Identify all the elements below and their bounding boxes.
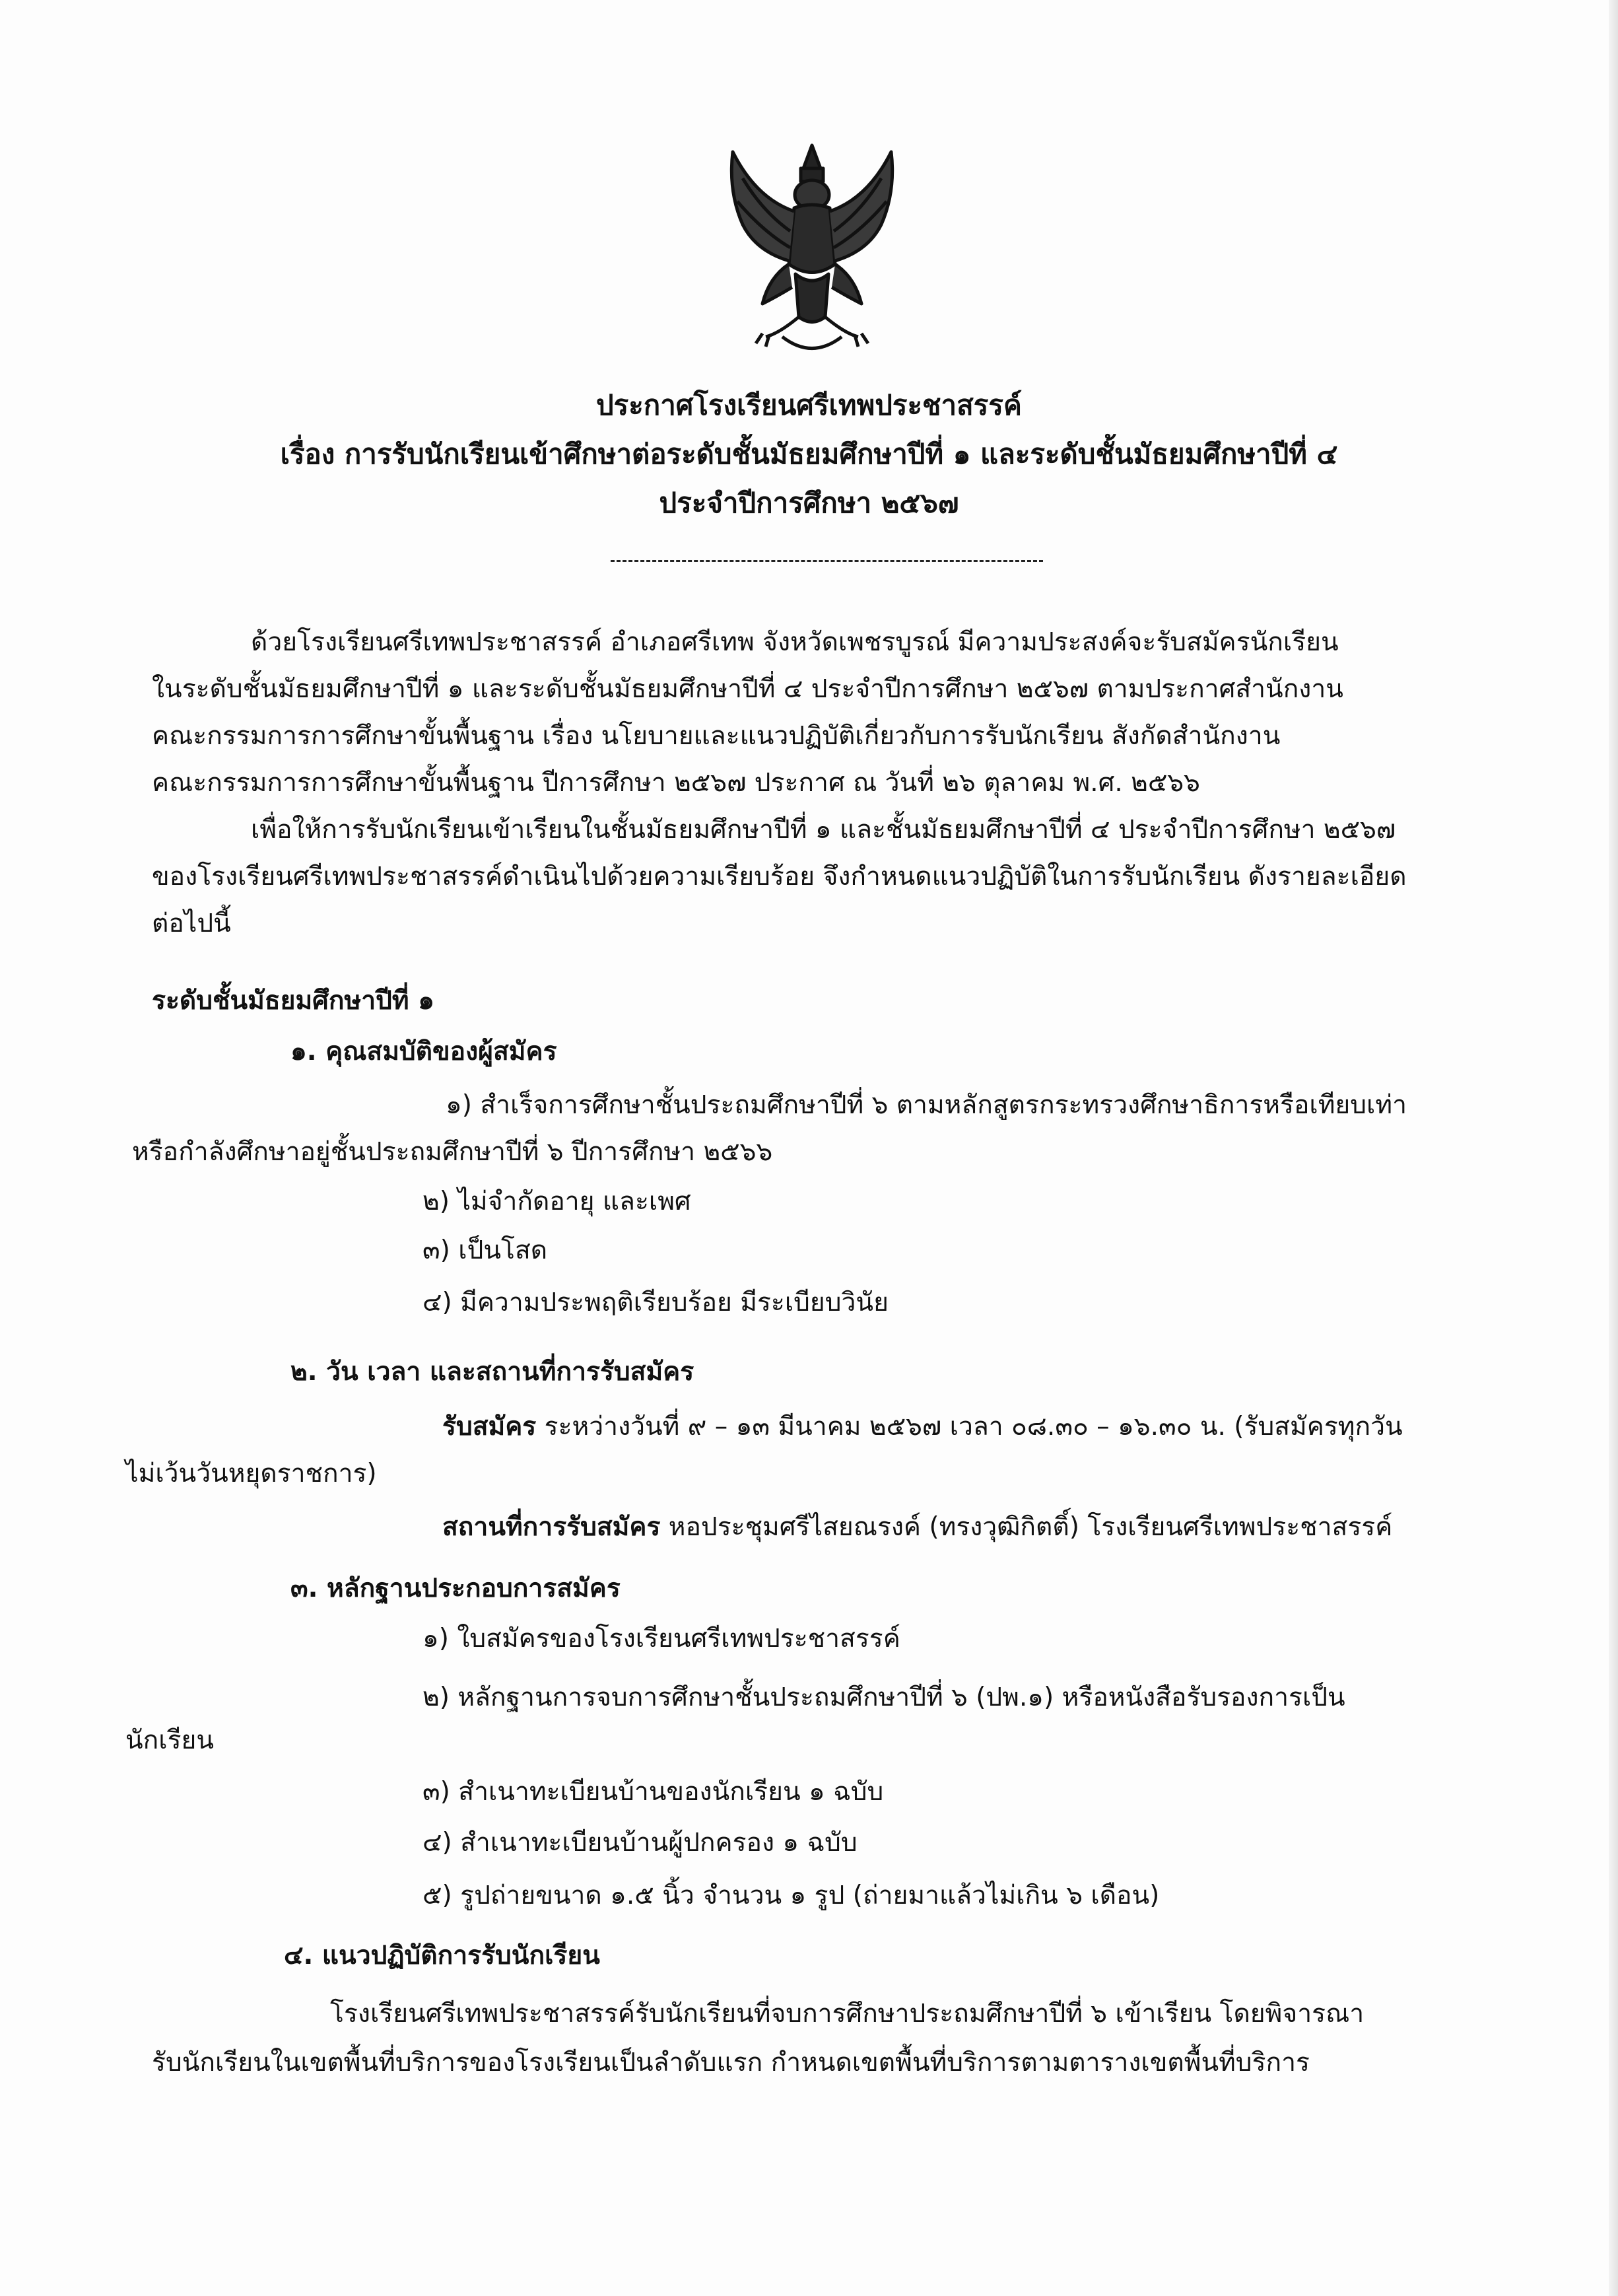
- intro-line: เพื่อให้การรับนักเรียนเข้าเรียนในชั้นมัธยมศึกษาปีที่ ๑ และชั้นมัธยมศึกษาปีที่ ๔ ประจำปีการศึกษา ๒๕๖๗: [251, 815, 1396, 845]
- intro-line: ด้วยโรงเรียนศรีเทพประชาสรรค์ อำเภอศรีเทพ จังหวัดเพชรบูรณ์ มีความประสงค์จะรับสมัครนักเรียน: [251, 627, 1339, 657]
- apply-period: [442, 1410, 1403, 1444]
- scan-edge: [1609, 0, 1618, 2296]
- apply-label: รับสมัคร: [442, 1412, 537, 1442]
- place-label: สถานที่การรับสมัคร: [442, 1512, 661, 1542]
- apply-place: [442, 1510, 1392, 1545]
- paragraph-line: โรงเรียนศรีเทพประชาสรรค์รับนักเรียนที่จบการศึกษาประถมศึกษาปีที่ ๖ เข้าเรียน โดยพิจารณา: [330, 1999, 1365, 2029]
- section-heading: ๑. คุณสมบัติของผู้สมัคร: [290, 1037, 557, 1066]
- section-heading: ๔. แนวปฏิบัติการรับนักเรียน: [284, 1941, 600, 1970]
- list-item: ๑) สำเร็จการศึกษาชั้นประถมศึกษาปีที่ ๖ ตามหลักสูตรกระทรวงศึกษาธิการหรือเทียบเท่า: [446, 1090, 1407, 1120]
- list-item: ๒) หลักฐานการจบการศึกษาชั้นประถมศึกษาปีที่ ๖ (ปพ.๑) หรือหนังสือรับรองการเป็น: [422, 1683, 1345, 1712]
- intro-line: ต่อไปนี้: [152, 909, 231, 938]
- list-item: ๑) ใบสมัครของโรงเรียนศรีเทพประชาสรรค์: [422, 1624, 900, 1653]
- title-divider: [611, 560, 1043, 562]
- list-item: ๕) รูปถ่ายขนาด ๑.๕ นิ้ว จำนวน ๑ รูป (ถ่ายมาแล้วไม่เกิน ๖ เดือน): [422, 1881, 1160, 1910]
- list-item: ๓) สำเนาทะเบียนบ้านของนักเรียน ๑ ฉบับ: [422, 1777, 884, 1807]
- announcement-subject: เรื่อง การรับนักเรียนเข้าศึกษาต่อระดับชั้นมัธยมศึกษาปีที่ ๑ และระดับชั้นมัธยมศึกษาปีที่ ๔: [280, 438, 1338, 470]
- section-heading: ๒. วัน เวลา และสถานที่การรับสมัคร: [290, 1357, 694, 1387]
- garuda-emblem-icon: [716, 139, 908, 363]
- announcement-title: ประกาศโรงเรียนศรีเทพประชาสรรค์: [596, 389, 1022, 421]
- intro-line: คณะกรรมการการศึกษาขั้นพื้นฐาน เรื่อง นโยบายและแนวปฏิบัติเกี่ยวกับการรับนักเรียน สังกัดสำนักงาน: [152, 721, 1281, 751]
- paragraph-line: รับนักเรียนในเขตพื้นที่บริการของโรงเรียนเป็นลำดับแรก กำหนดเขตพื้นที่บริการตามตารางเขตพื้นที่บริการ: [152, 2048, 1310, 2077]
- announcement-year: ประจำปีการศึกษา ๒๕๖๗: [659, 487, 959, 519]
- list-item: ๓) เป็นโสด: [422, 1235, 548, 1265]
- list-item: ๔) สำเนาทะเบียนบ้านผู้ปกครอง ๑ ฉบับ: [422, 1828, 858, 1858]
- list-item: นักเรียน: [125, 1725, 215, 1755]
- intro-line: ในระดับชั้นมัธยมศึกษาปีที่ ๑ และระดับชั้นมัธยมศึกษาปีที่ ๔ ประจำปีการศึกษา ๒๕๖๗ ตามประกาศสำนักงาน: [152, 674, 1343, 704]
- intro-line: คณะกรรมการการศึกษาขั้นพื้นฐาน ปีการศึกษา ๒๕๖๗ ประกาศ ณ วันที่ ๒๖ ตุลาคม พ.ศ. ๒๕๖๖: [152, 768, 1200, 798]
- apply-period-cont: ไม่เว้นวันหยุดราชการ): [125, 1459, 377, 1488]
- place-text: หอประชุมศรีไสยณรงค์ (ทรงวุฒิกิตติ์) โรงเรียนศรีเทพประชาสรรค์: [660, 1512, 1393, 1542]
- list-item: ๔) มีความประพฤติเรียบร้อย มีระเบียบวินัย: [422, 1288, 889, 1317]
- section-heading: ๓. หลักฐานประกอบการสมัคร: [290, 1574, 621, 1603]
- level-heading: ระดับชั้นมัธยมศึกษาปีที่ ๑: [152, 986, 434, 1016]
- list-item: หรือกำลังศึกษาอยู่ชั้นประถมศึกษาปีที่ ๖ ปีการศึกษา ๒๕๖๖: [132, 1137, 773, 1167]
- intro-line: ของโรงเรียนศรีเทพประชาสรรค์ดำเนินไปด้วยความเรียบร้อย จึงกำหนดแนวปฏิบัติในการรับนักเรียน ดังรายละเอียด: [152, 862, 1407, 891]
- list-item: ๒) ไม่จำกัดอายุ และเพศ: [422, 1187, 691, 1216]
- apply-text: ระหว่างวันที่ ๙ – ๑๓ มีนาคม ๒๕๖๗ เวลา ๐๘.๓๐ – ๑๖.๓๐ น. (รับสมัครทุกวัน: [536, 1412, 1403, 1442]
